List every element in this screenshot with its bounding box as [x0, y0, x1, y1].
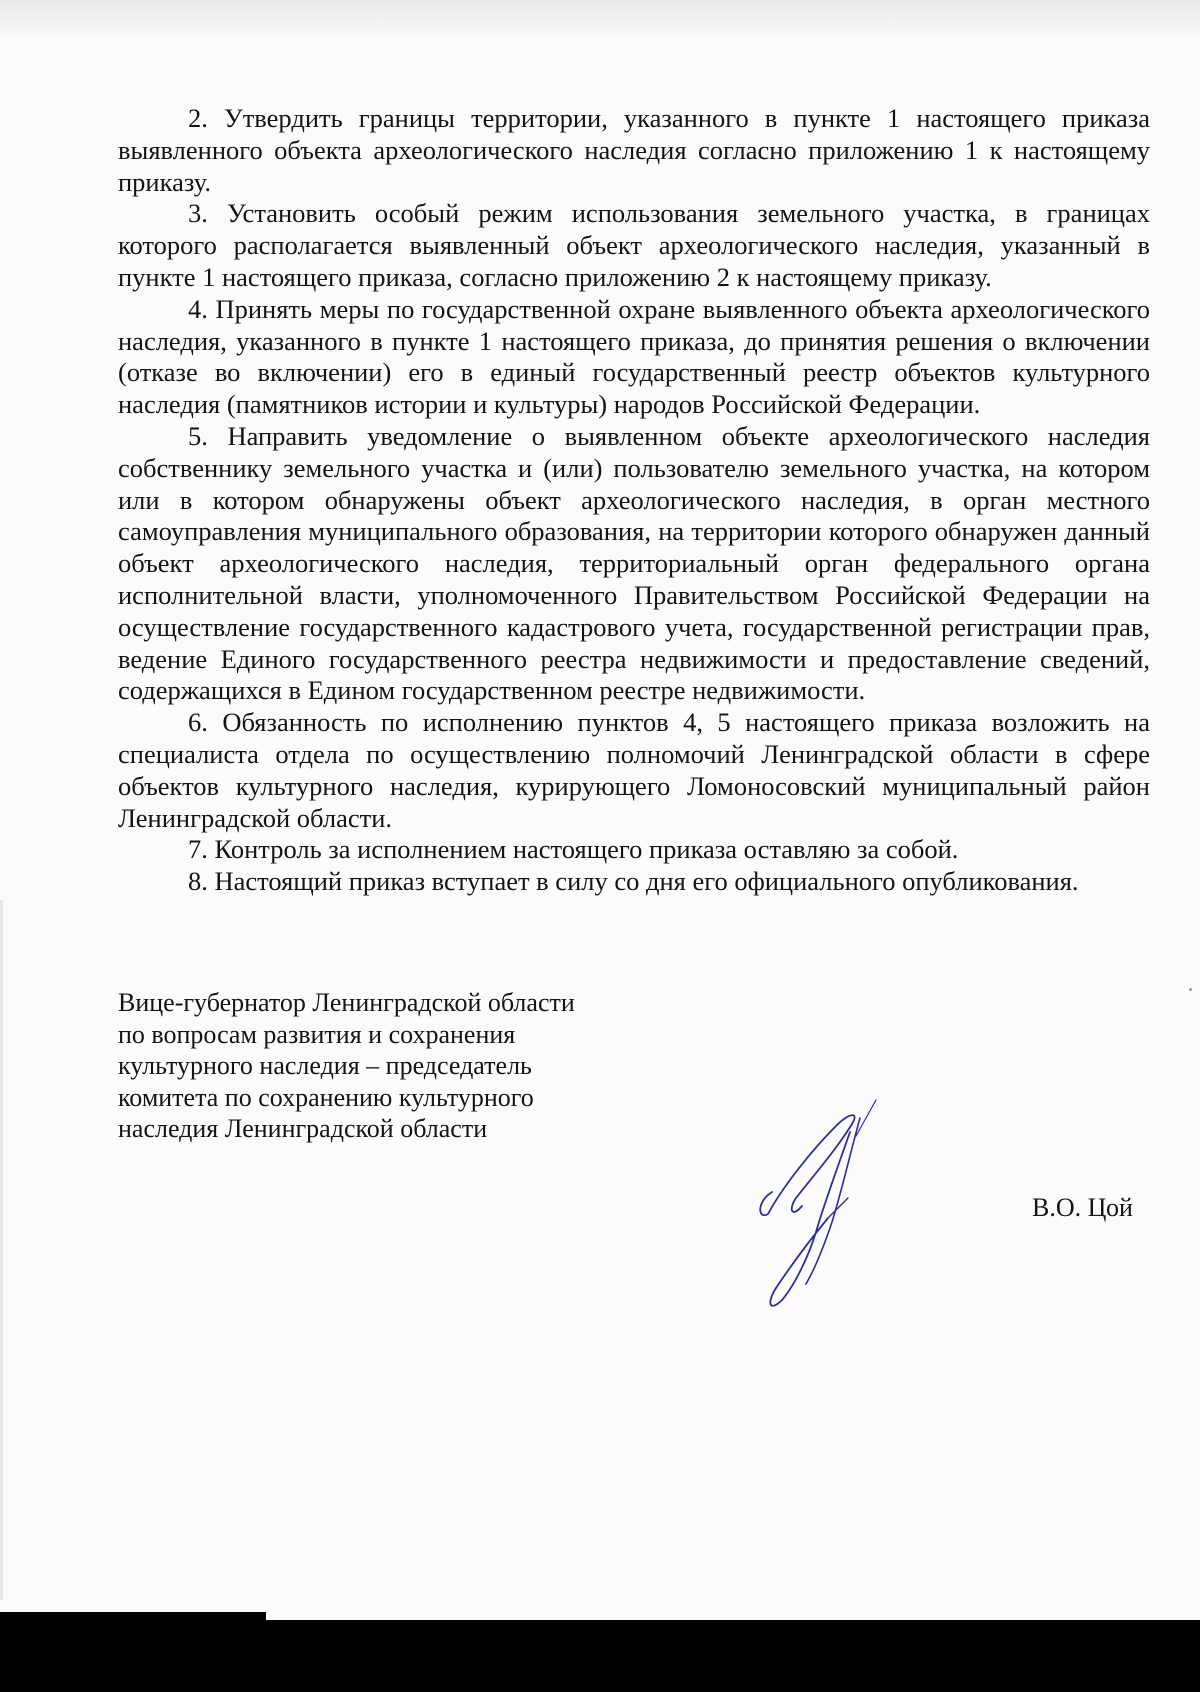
signer-name: В.О. Цой [1032, 1193, 1133, 1222]
paragraph-item-6: 6. Обязанность по исполнению пунктов 4, 5 настоящего приказа возложить на специалиста отдела по осуществлению полномочий Ленинградской области в сфере объектов культурного наследия, курирующего Ломоносовский муниципальный район Ленинградской области. [118, 707, 1150, 833]
position-line: наследия Ленинградской области [118, 1114, 488, 1143]
paragraph-item-3: 3. Установить особый режим использования земельного участка, в границах которого располагается выявленный объект археологического наследия, указанный в пункте 1 настоящего приказа, согласно приложению 2 к настоящему приказу. [118, 198, 1150, 292]
signature-strokes [760, 1100, 876, 1306]
paragraph-item-2: 2. Утвердить границы территории, указанного в пункте 1 настоящего приказа выявленного объекта археологического наследия согласно приложению 1 к настоящему приказу. [118, 103, 1150, 197]
signature-stroke [856, 1100, 876, 1136]
position-line: Вице-губернатор Ленинградской области [118, 988, 575, 1017]
signature-stroke [770, 1132, 850, 1306]
scan-shadow-top [0, 0, 1200, 42]
position-line: культурного наследия – председатель [118, 1051, 532, 1080]
paragraph-item-4: 4. Принять меры по государственной охране выявленного объекта археологического наследия, указанного в пункте 1 настоящего приказа, до принятия решения о включении (отказе во включении) его в единый государственный реестр объектов культурного наследия (памятников истории и культуры) народов Российской Федерации. [118, 293, 1150, 420]
paragraph-item-7: 7. Контроль за исполнением настоящего приказа оставляю за собой. [188, 834, 959, 865]
scan-border-bottom-right [266, 1620, 1200, 1692]
signature-stroke [760, 1115, 854, 1215]
scan-border-bottom-left [0, 1612, 266, 1692]
signatory-position [118, 987, 638, 1145]
order-body [118, 103, 1150, 898]
paragraph-item-5: 5. Направить уведомление о выявленном объекте археологического наследия собственнику земельного участка и (или) пользователю земельного участка, на котором или в котором обнаружены объект археологического наследия, в орган местного самоуправления муниципального образования, на территории которого обнаружен данный объект археологического наследия, территориальный орган федерального органа исполнительной власти, уполномоченного Правительством Российской Федерации на осуществление государственного кадастрового учета, государственной регистрации прав, ведение Единого государственного реестра недвижимости и предоставление сведений, содержащихся в Едином государственном реестре недвижимости. [118, 420, 1150, 706]
handwritten-signature [752, 1080, 932, 1310]
paragraph-item-8: 8. Настоящий приказ вступает в силу со дня его официального опубликования. [188, 866, 1079, 897]
position-line: комитета по сохранению культурного [118, 1082, 534, 1112]
signature-stroke [806, 1118, 860, 1284]
scan-speck [1189, 988, 1192, 991]
position-line: по вопросам развития и сохранения [118, 1019, 516, 1049]
scan-edge-left [0, 900, 3, 1600]
